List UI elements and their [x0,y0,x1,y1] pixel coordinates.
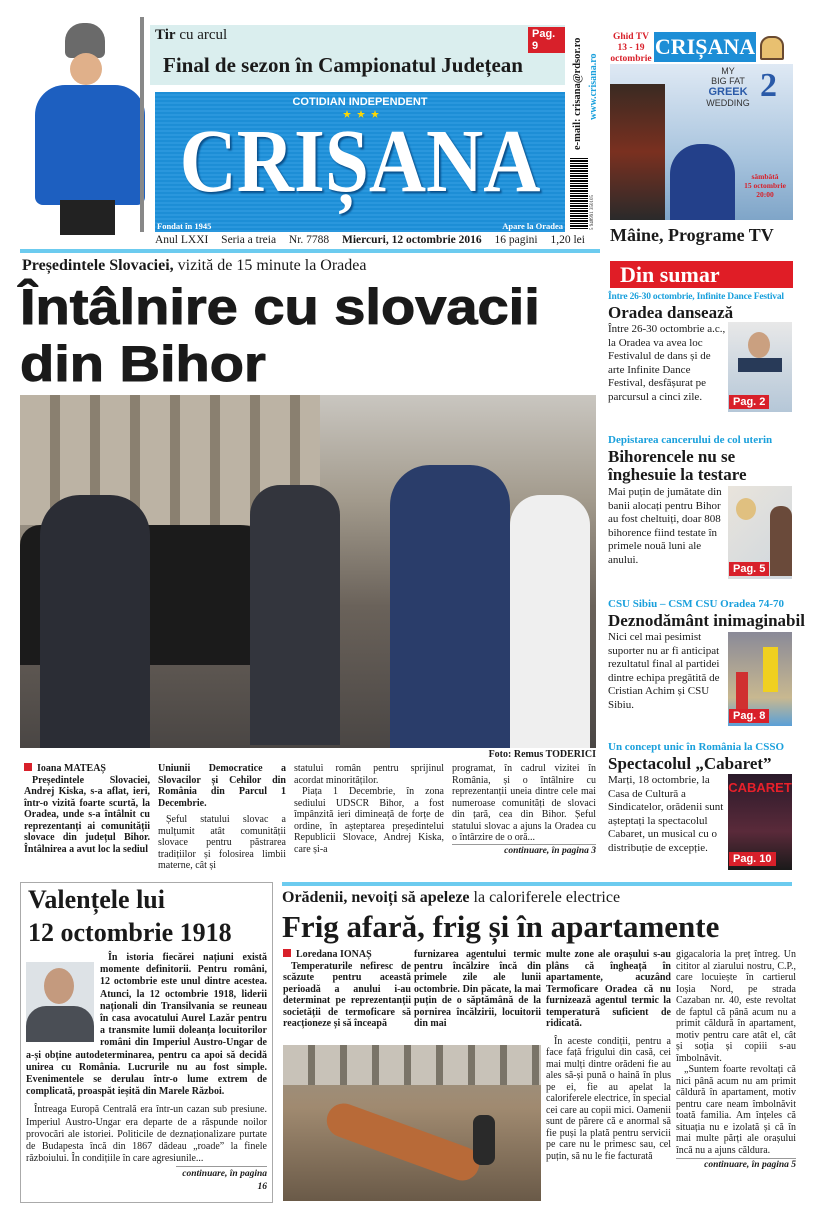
cold-col2-text: furnizarea agentului termic pentru încălzire încă din primele zile ale lunii octombrie. Din păcate, la mai puțin de o săptămână de la pornirea încălzirii, locuitorii din mai [414,949,541,1029]
main-kicker-bold: Președintele Slovaciei, [22,257,174,274]
photo-credit: Foto: Remus TODERICI [488,749,596,760]
main-author: Ioana MATEAȘ [37,763,106,774]
sidebar-item-text: Marți, 18 octombrie, la Casa de Cultură a Sindicatelor, orădenii sunt așteptați la spectacolul Cabaret, un musical cu o distribuție de excepție. [608,774,724,854]
cold-col3-text: În aceste condiții, pentru a face față frigului din casă, cei mai mulți dintre orădeni fie au ales să-și pună o haină în plus pe ei, fie au apelat la caloriferele electrice, în special cei care au copii mici. Oamenii sunt de părere că e anormal să fie puși la plată pentru servicii pe care nu le primesc sau, cel puțin, să nu le fie facturată [546,1035,671,1162]
cold-col3 [546,949,671,1162]
sidebar-item-kicker: Depistarea cancerului de col uterin [608,434,773,446]
sidebar-title: Din sumar [610,261,793,288]
tv-guide-month: octombrie [610,54,652,64]
house-icon [760,36,784,60]
teaser-page-badge: Pag. 9 [528,27,565,53]
editorial-box[interactable] [20,882,273,1203]
airing-time: 20:00 [756,190,774,199]
divider [282,882,792,886]
appears: Apare la Oradea [502,221,563,231]
main-headline[interactable] [20,279,540,393]
teaser-title: Final de sezon în Campionatul Județean [163,53,523,77]
main-col2 [158,763,286,872]
archer-boy-photo [30,15,150,235]
page-badge: Pag. 10 [729,852,776,866]
page-badge: Pag. 5 [729,562,769,576]
movie-title-1: MY [721,66,735,76]
airing-day: sâmbătă [751,172,779,181]
movie-poster [610,64,793,220]
tagline: COTIDIAN INDEPENDENT [292,96,428,108]
divider [20,249,600,253]
sidebar-item-title: Bihorencele nu se înghesuie la testare [608,447,747,484]
cold-kicker-bold: Orădenii, nevoiți să apeleze [282,889,470,906]
sidebar-item-kicker: Între 26-30 octombrie, Infinite Dance Festival [608,292,784,302]
issue-series: Seria a treia [221,234,277,246]
main-continued-link[interactable]: continuare, în pagina 3 [452,844,596,858]
cold-col2 [414,949,541,1030]
sidebar-item-title: Oradea dansează [608,303,734,322]
tv-guide-label: Ghid TV [613,32,649,42]
main-photo [20,395,596,748]
editorial-content [26,952,267,1193]
cold-col1 [283,949,411,1030]
issue-year: Anul LXXI [155,234,209,246]
sidebar-item-kicker: CSU Sibiu – CSM CSU Oradea 74-70 [608,598,785,610]
editorial-body-text: Întreaga Europă Centrală era într-un cazan sub presiune. Imperiul Austro-Ungar era departe de a răspunde noilor provocări ale istoriei. Politicile de deznaționalizare purtate de Budapesta încă din 1867 dădeau „roade” la finele războiului. În condițiile în care agresiunile... [26,1104,267,1165]
cold-col4a: gigacaloria la preț întreg. Un cititor al ziarului nostru, C.P., care locuiește în cartierul Ioșia Nord, pe strada Cazaban nr. 40, este revoltat de faptul că până acum nu a primit căldură în apartament, motiv pentru care atât el, cât și soția și copiii s-au îmbolnăvit. [676,949,796,1064]
issue-date: Miercuri, 12 octombrie 2016 [342,234,482,246]
logo-text: CRIȘANA [179,112,541,211]
website[interactable]: www.crisana.ro [588,53,599,120]
cold-col3-bold: multe zone ale orașului s-au plâns că îngheață în apartamente, acuzând Termoficare Oradea că nu furnizează agentul termic la temperatură suficient de ridicată. [546,949,671,1029]
teaser-kicker-bold: Tir [155,27,176,43]
editorial-continued-link[interactable]: continuare, în pagina 16 [176,1166,267,1192]
main-col2-text: Șeful statului slovac a mulțumit atât comunității slovace pentru păstrarea tradițiilor și folosirea limbii materne, cât și [158,814,286,871]
bullet-icon [283,949,291,957]
page-badge: Pag. 8 [729,709,769,723]
tv-guide-dates: 13 - 19 [617,43,645,53]
barcode [570,158,588,230]
airing-date: 15 octombrie [744,181,786,190]
main-col2-bold: Uniunii Democratice a Slovacilor și Cehilor din România din Parcul 1 Decembrie. [158,763,286,809]
sidebar-item-title: Spectacolul „Cabaret” [608,754,772,773]
sidebar-item-text: Între 26-30 octombrie a.c., la Oradea va avea loc Festivalul de dans și de arte Infinite Dance Festival, desfășurat pe parcursul a cinci zile. [608,323,726,403]
issue-price: 1,20 lei [550,234,585,246]
main-col3 [294,763,444,855]
main-col3b: Piața 1 Decembrie, în zona sediului UDSCR Bihor, a fost împânzită ieri dimineață de forțe de ordine, în așteptarea președintelui Republicii Slovace, Andrej Kiska, care și-a [294,786,444,855]
barcode-number: 5 948991 350105 [590,195,595,230]
page-badge: Pag. 2 [729,395,769,409]
founded: Fondat în 1945 [157,221,212,231]
issue-number: Nr. 7788 [288,234,330,246]
sidebar-item-text: Nici cel mai pesimist suporter nu ar fi anticipat rezultatul final al partidei dintre echipa pregătită de Cristian Achim și CSU Sibiu. [608,631,720,711]
sidebar-item-text: Mai puțin de jumătate din banii alocați pentru Bihor au fost cheltuiți, doar 808 bihorence fiind testate în primele nouă luni ale anului. [608,486,722,566]
movie-title-4: WEDDING [706,98,750,108]
cold-col1-text: Temperaturile nefiresc de scăzute pentru această perioadă a anului i-au determinat pe reprezentanții societății de termoficare să reacționeze și să înceapă [283,960,411,1029]
cold-headline[interactable]: Frig afară, frig și în apartamente [282,909,720,944]
logo-box [155,92,565,232]
tv-footer[interactable]: Mâine, Programe TV [610,225,774,245]
teaser-box[interactable] [150,25,565,85]
movie-title-2: BIG FAT [711,76,745,86]
tv-guide-promo[interactable] [610,32,795,222]
main-col1 [24,763,150,855]
email[interactable]: e-mail: crisana@rdsor.ro [572,37,583,150]
tv-logo: CRIȘANA [654,32,756,62]
cold-continued-link[interactable]: continuare, în pagina 5 [676,1158,796,1172]
movie-title-3: GREEK [708,86,748,98]
cold-col4b: „Suntem foarte revoltați că nici până acum nu am primit căldură în apartament, motiv pentru care neam îmbolnăvit toată familia. Am înțeles că situația nu e izolată și că în mai multe părți ale orașului încă nu a ajuns căldura. [676,1064,796,1156]
main-col4 [452,763,596,857]
cold-author: Loredana IONAȘ [296,949,372,960]
author-photo [26,962,94,1042]
editorial-lead-text: În istoria fiecărei națiuni există momente definitorii. Pentru români, 12 octombrie este unul dintre acestea. Atunci, la 12 octombrie 1918, liderii naționali din Transilvania se reuneau în casa avocatului Aurel Lazăr pentru a transmite lumii doleanța locuitorilor români din Imperiul Austro-Ungar de a-și obține autodeterminarea, pentru ca apoi să decidă unirea cu România. Lucrurile nu au fost simple. Evenimentele se derulau într-o lume extrem de complicată, proaspăt ieșită din Marele Război. [26,952,267,1098]
bullet-icon [24,763,32,771]
sidebar-item-title: Deznodământ inimaginabil [608,611,805,630]
poster-title: CABARET [728,780,792,795]
cold-kicker: la caloriferele electrice [469,889,621,906]
editorial-title-line1: Valențele lui [28,885,165,914]
main-headline-line2: din Bihor [20,336,266,392]
editorial-title-line2: 12 octombrie 1918 [28,918,232,947]
issue-pages: 16 pagini [494,234,538,246]
cold-col4 [676,949,796,1172]
movie-title-number: 2 [760,67,777,104]
main-kicker: vizită de 15 minute la Oradea [173,257,367,274]
teaser-kicker: cu arcul [175,27,228,43]
main-col4-text: programat, în cadrul vizitei în România, și o întâlnire cu reprezentanții uneia dintre cele mai numeroase comunități de slovaci din țară, cea din Bihor. Șeful statului slovac a ajuns la Oradea cu o întârzire de o oră... [452,763,596,843]
main-headline-line1: Întâlnire cu slovacii [20,279,540,335]
editorial-title [28,883,232,949]
issue-info [155,234,585,247]
heating-pipes-photo [283,1045,541,1201]
main-col1-text: Președintele Slovaciei, Andrej Kiska, s-a aflat, ieri, într-o vizită foarte scurtă, la Oradea, unde s-a întâlnit cu reprezentanți ai comunității slovace din județul Bihor. Întâlnirea a avut loc la sediul [24,774,150,855]
main-col3a: statului român pentru sprijinul acordat minorităților. [294,763,444,786]
sidebar-item-kicker: Un concept unic în România la CSSO [608,741,785,753]
